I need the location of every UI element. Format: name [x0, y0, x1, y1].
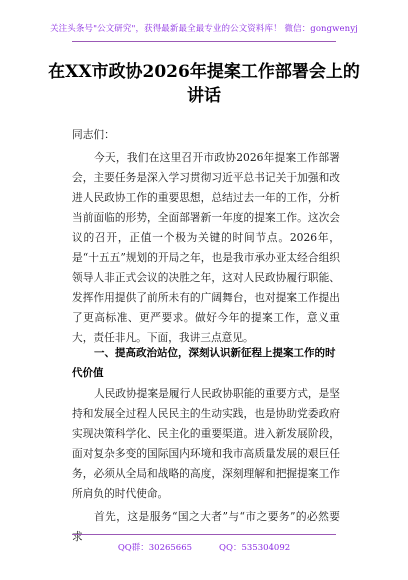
- paragraph-intro: 今天，我们在这里召开市政协2026年提案工作部署会，主要任务是深入学习贯彻习近平总书记关于加强和改进人民政协工作的重要思想，总结过去一年的工作，分析当前面临的形势，全面部署新一年度的提案工作。这次会议的召开，正值一个极为关键的时间节点。2026年，是“十五五”规划的开局之年，也是我市承办亚太经合组织领导人非正式会议的决胜之年，这对人民政协履行职能、发挥作用提供了前所未有的广阔舞台，也对提案工作提出了更高标准、更严要求。做好今年的提案工作，意义重大，责任非凡。下面，我讲三点意见。: [72, 151, 340, 344]
- section-heading-1: 一、提高政治站位，深刻认识新征程上提案工作的时代价值: [72, 347, 336, 379]
- header-banner: 关注头条号"公文研究"，获得最新最全最专业的公文资料库！ 微信：gongwenyj: [50, 24, 358, 34]
- footer-contact: QQ群：30265665 QQ：535304092: [117, 543, 291, 553]
- footer-divider: [72, 534, 336, 535]
- salutation: 同志们：: [72, 128, 115, 141]
- header-divider: [72, 41, 336, 42]
- paragraph-first-point: 首先，这是服务“国之大者”与“市之要务”的必然要求: [72, 510, 340, 543]
- paragraph-section1: 人民政协提案是履行人民政协职能的重要方式，是坚持和发展全过程人民民主的生动实践，也是协助党委政府实现决策科学化、民主化的重要渠道。进入新发展阶段，面对复杂多变的国际国内环境和我市高质量发展的艰巨任务，必须从全局和战略的高度，深刻理解和把握提案工作所肩负的时代使命。: [72, 387, 340, 500]
- document-title: 在XX市政协2026年提案工作部署会上的讲话: [48, 62, 360, 106]
